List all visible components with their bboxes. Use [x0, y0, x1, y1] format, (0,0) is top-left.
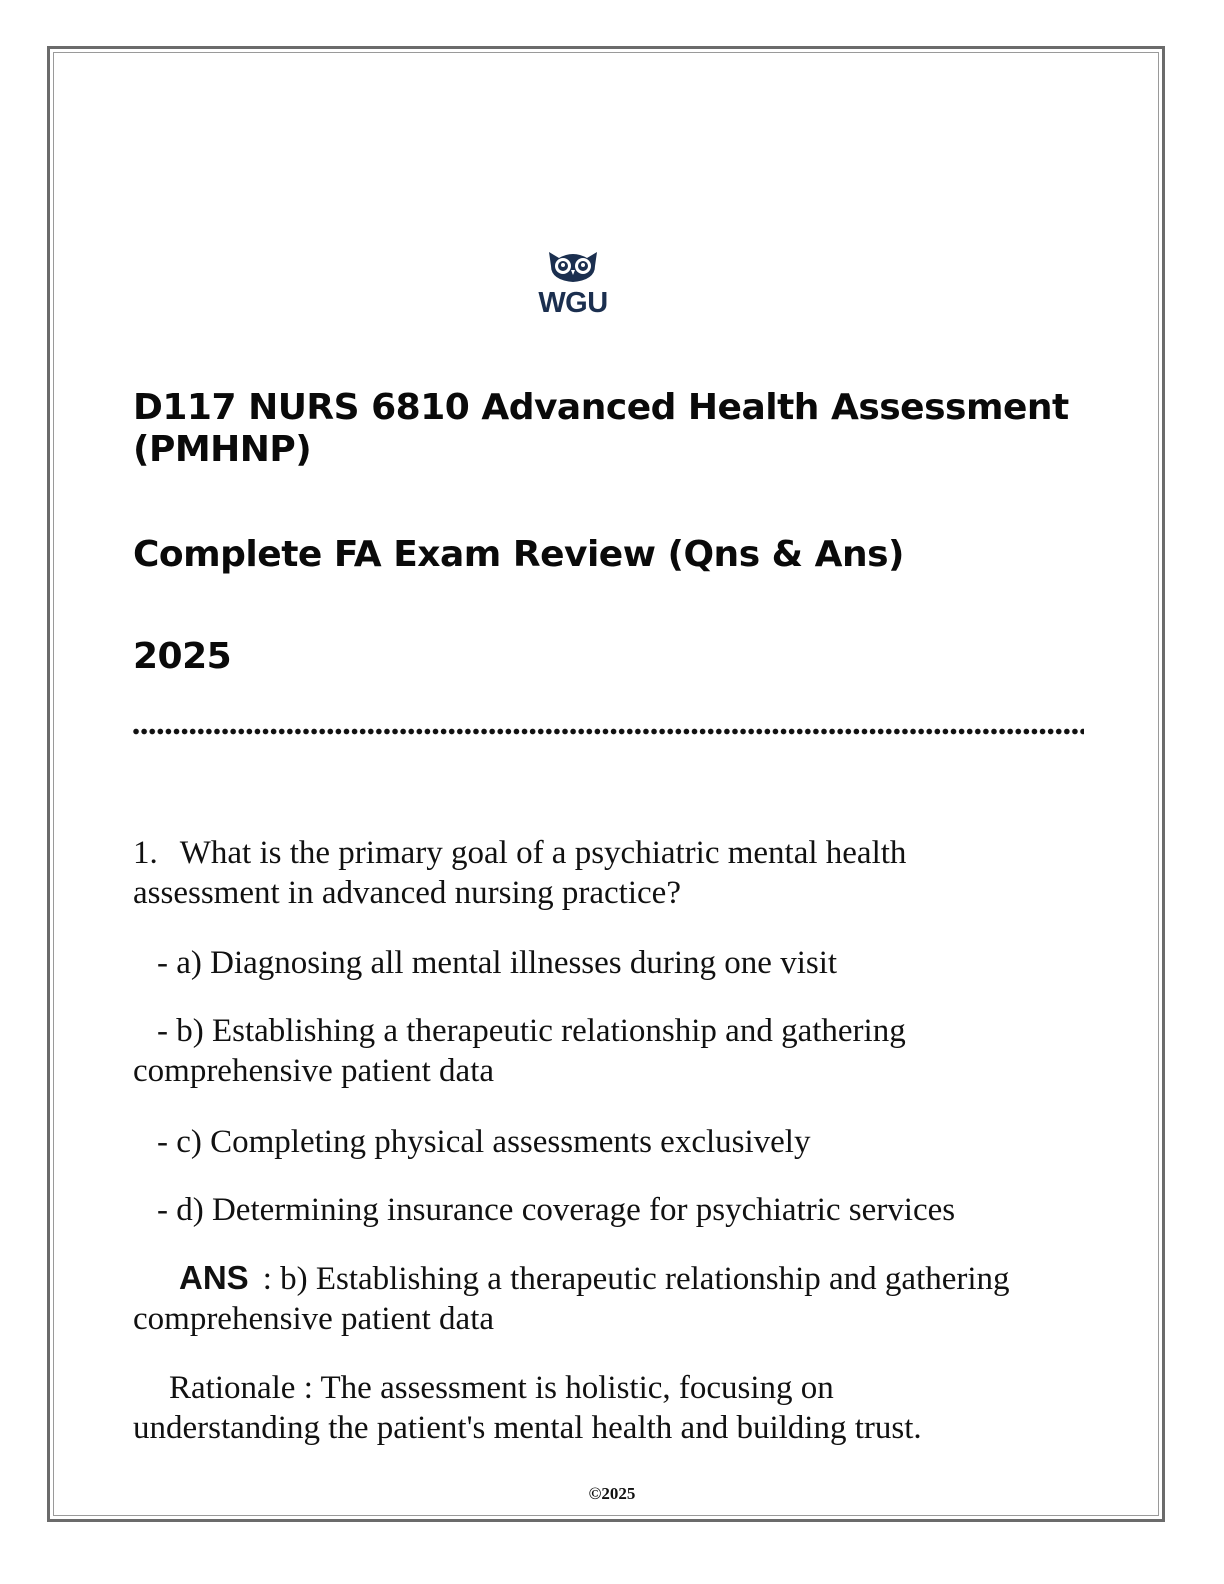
wgu-logo [527, 246, 619, 324]
option-a-text: - a) Diagnosing all mental illnesses during one visit [157, 945, 838, 981]
option-d-text: - d) Determining insurance coverage for psychiatric services [157, 1192, 956, 1228]
question-text [133, 833, 1093, 913]
answer-label: ANS [179, 1259, 249, 1296]
logo-text: WGU [538, 287, 608, 319]
document-year: 2025 [133, 636, 232, 677]
owl-icon [545, 246, 601, 284]
title-line-2: (PMHNP) [133, 429, 312, 470]
dotted-divider [132, 728, 1084, 735]
option-b [133, 1011, 1093, 1091]
rationale-block [133, 1368, 1093, 1448]
title-line-1: D117 NURS 6810 Advanced Health Assessment [133, 387, 1069, 428]
answer-block [133, 1258, 1093, 1339]
option-d [133, 1190, 1093, 1230]
option-b-line-2: comprehensive patient data [133, 1053, 495, 1089]
answer-line-1: : b) Establishing a therapeutic relationship and gathering [262, 1261, 1010, 1297]
rationale-line-2: understanding the patient's mental health and building trust. [133, 1410, 922, 1446]
option-a [133, 943, 1093, 983]
answer-line-2: comprehensive patient data [133, 1301, 495, 1337]
question-number: 1. [133, 835, 158, 871]
option-c-text: - c) Completing physical assessments exclusively [157, 1124, 811, 1160]
option-c [133, 1122, 1093, 1162]
question-line-2: assessment in advanced nursing practice? [133, 875, 681, 911]
option-b-line-1: - b) Establishing a therapeutic relationship and gathering [157, 1013, 906, 1049]
question-line-1: What is the primary goal of a psychiatric mental health [179, 835, 907, 871]
document-title [133, 387, 1069, 471]
rationale-line-1: Rationale : The assessment is holistic, focusing on [169, 1370, 834, 1406]
footer-copyright: ©2025 [588, 1484, 636, 1503]
document-subtitle: Complete FA Exam Review (Qns & Ans) [133, 534, 904, 575]
